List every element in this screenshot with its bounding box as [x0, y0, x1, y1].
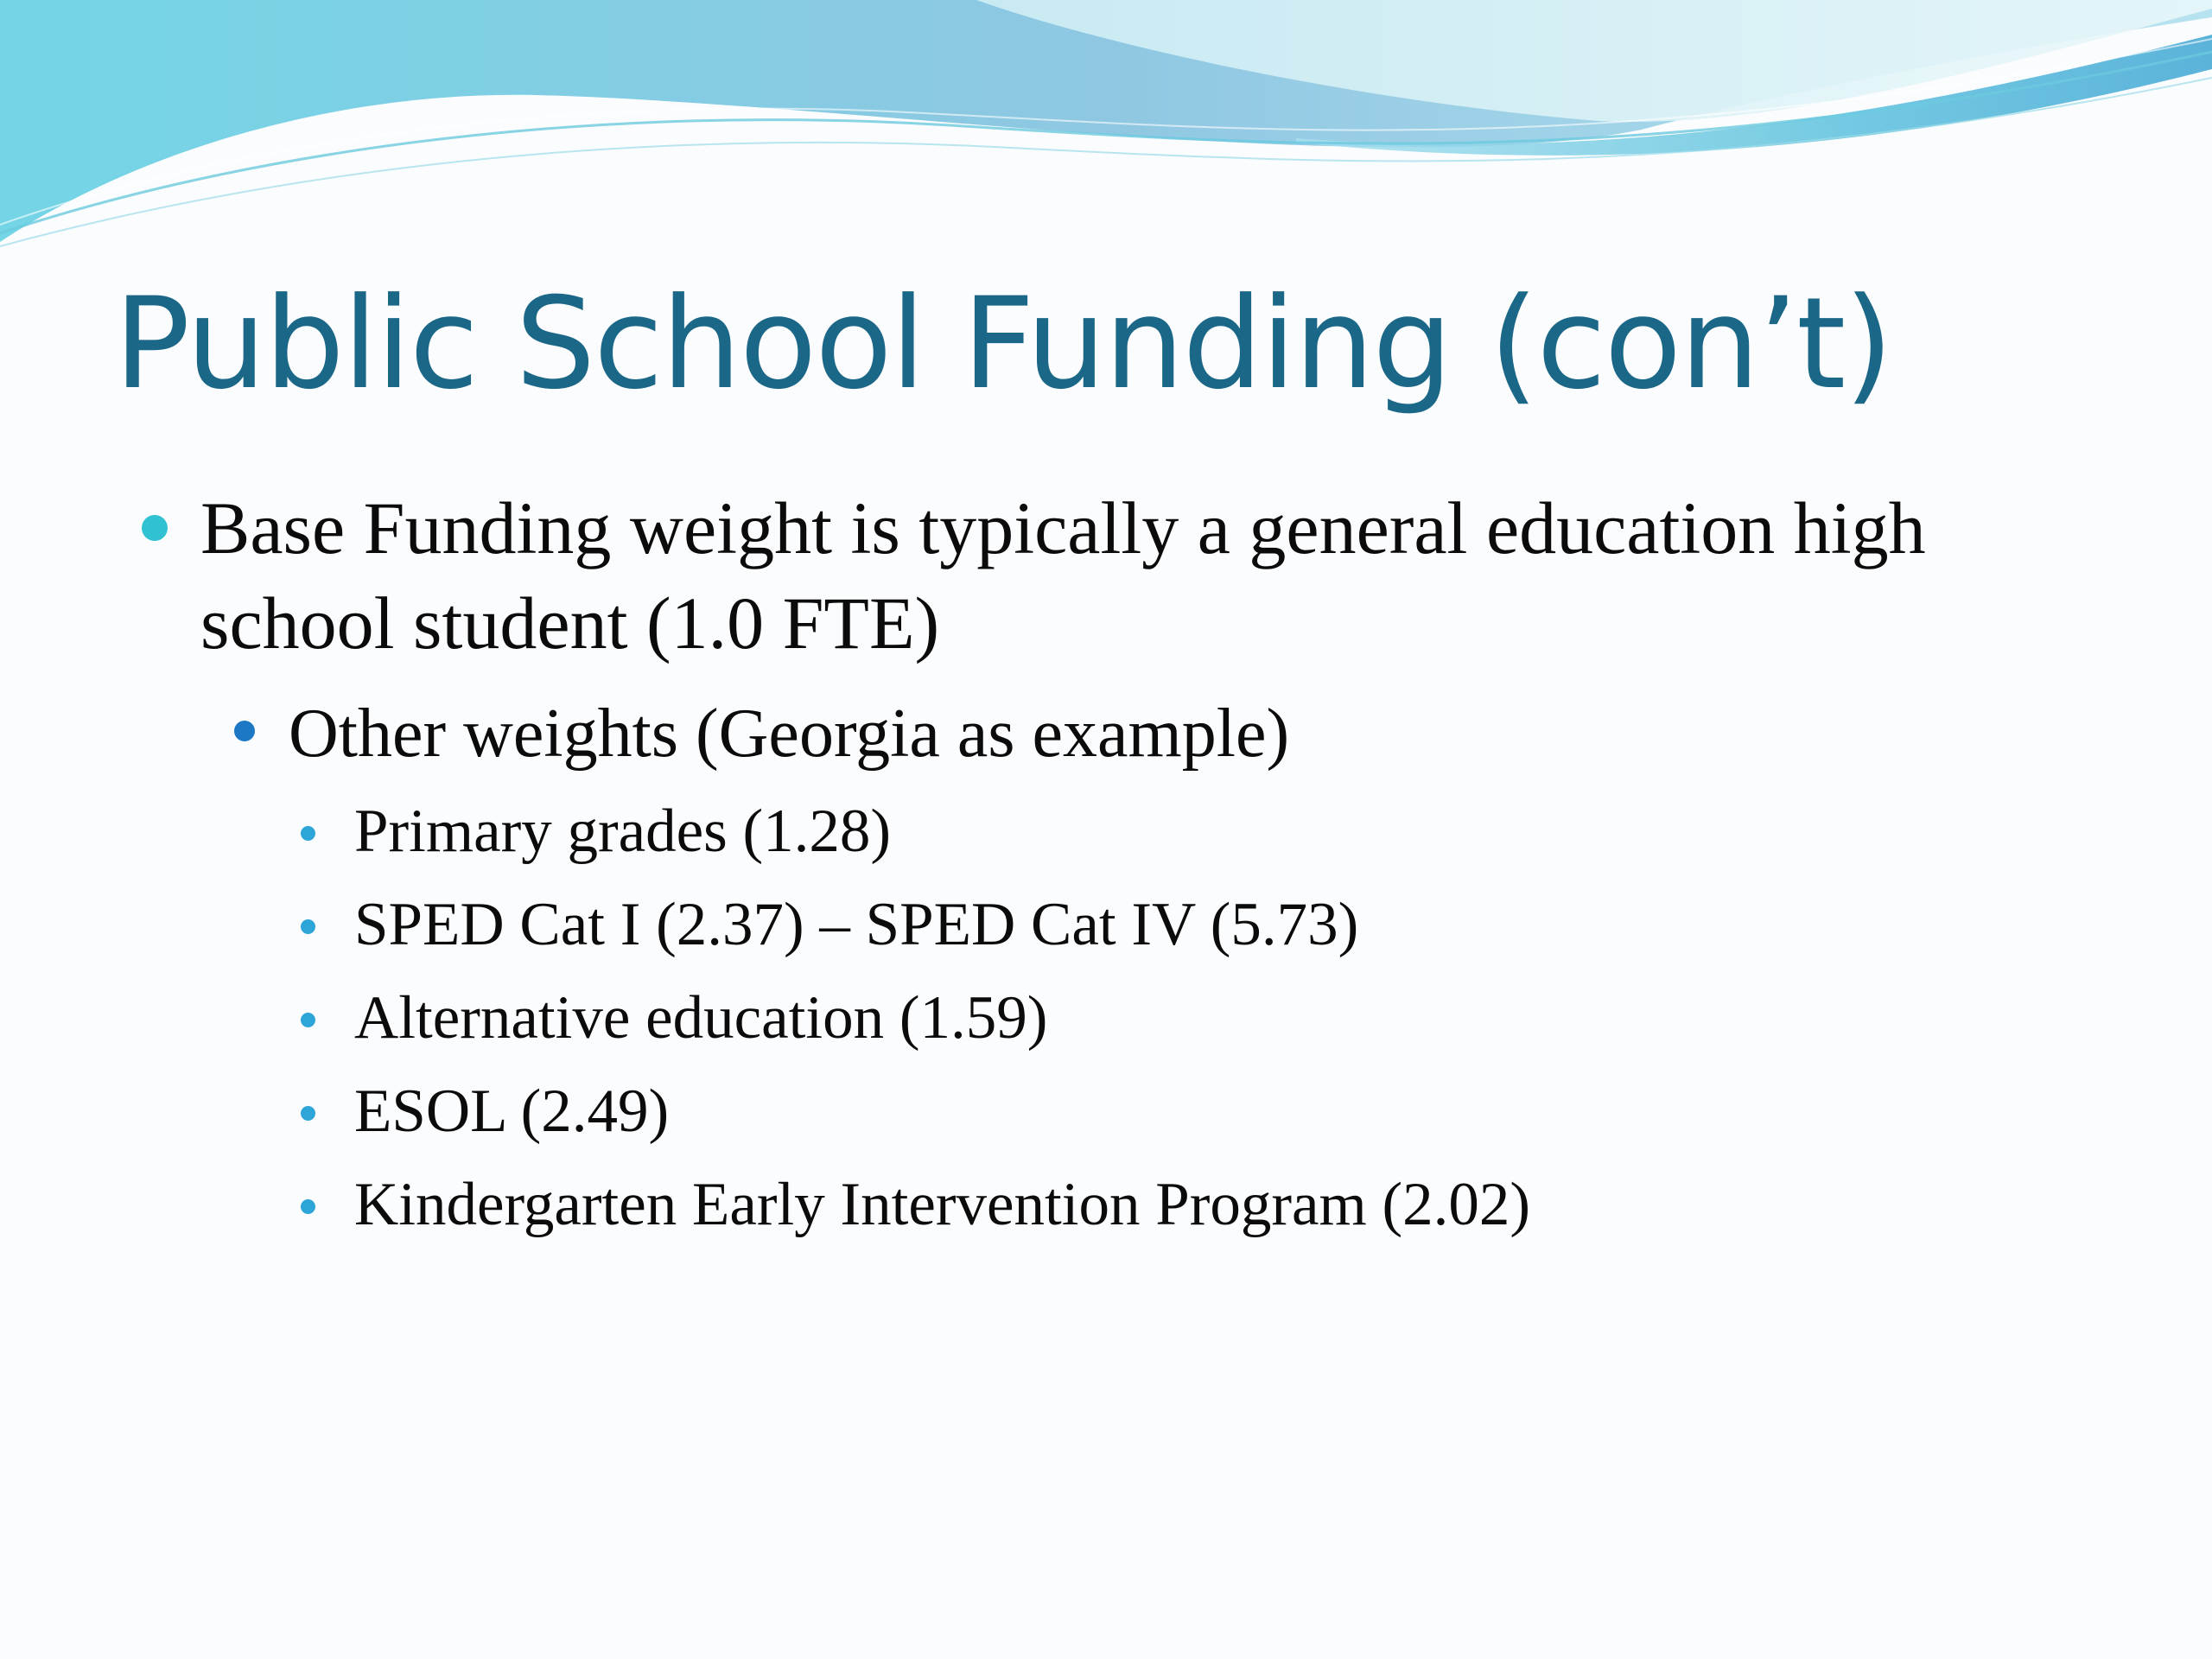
bullet-dot-level1: [142, 515, 168, 541]
bullet-dot-level2: [234, 721, 255, 741]
bullet-dot-level3: [301, 919, 315, 934]
bullet-level1: Base Funding weight is typically a general education high school student (1.0 FTE): [200, 486, 1926, 664]
slide-title: Public School Funding (con’t): [114, 270, 1892, 417]
bullet-level2: Other weights (Georgia as example): [289, 696, 1290, 772]
bullet-dot-level3: [301, 826, 315, 841]
bullet-level3-item: Kindergarten Early Intervention Program (2.02): [354, 1171, 1531, 1238]
bullet-level3-item: Primary grades (1.28): [354, 798, 892, 865]
bullet-level3-item: SPED Cat I (2.37) – SPED Cat IV (5.73): [354, 891, 1359, 958]
bullet-dot-level3: [301, 1013, 315, 1027]
bullet-level3-item: Alternative education (1.59): [354, 984, 1048, 1052]
bullet-dot-level3: [301, 1106, 315, 1121]
bullet-dot-level3: [301, 1199, 315, 1214]
header-wave-decoration: [0, 0, 2212, 259]
bullet-level3-item: ESOL (2.49): [354, 1077, 670, 1145]
